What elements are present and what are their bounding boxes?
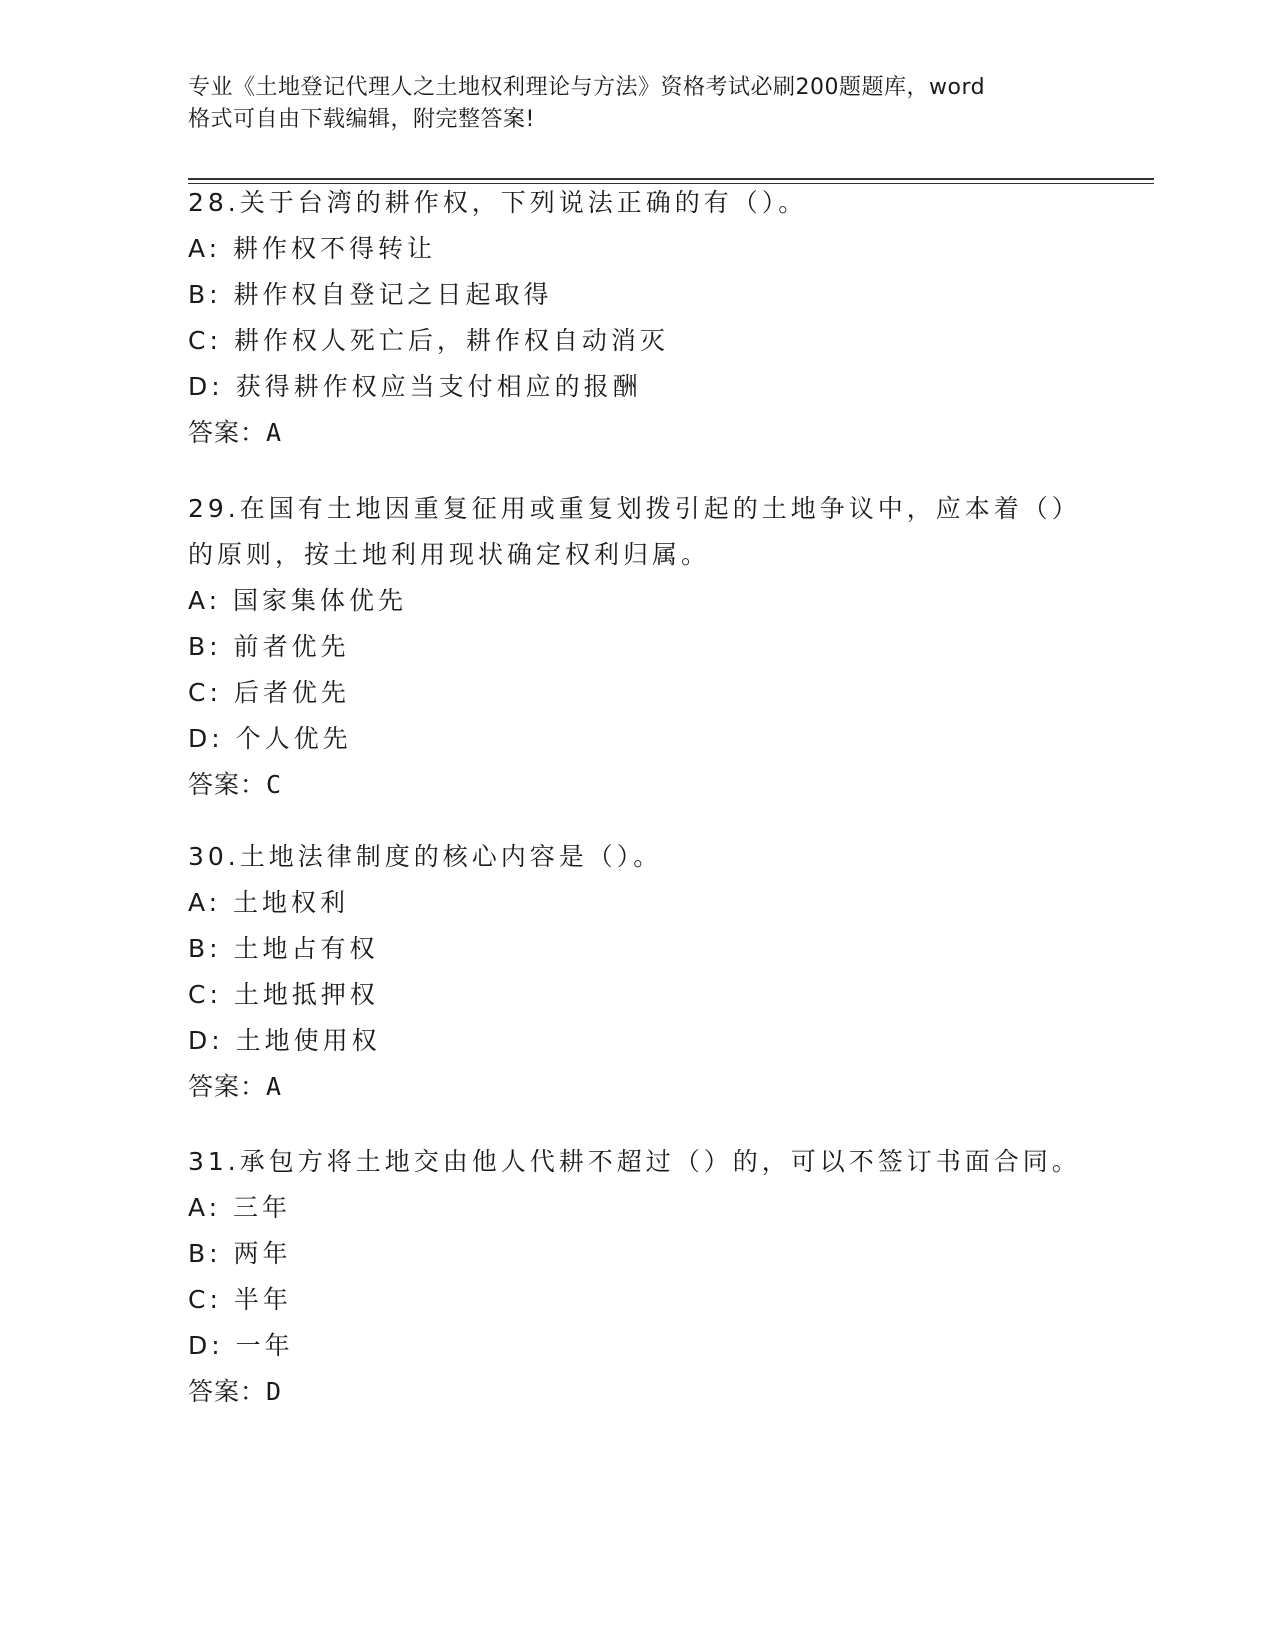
- option-a: A: 土地权利: [188, 888, 350, 917]
- option-d: D: 土地使用权: [188, 1026, 381, 1055]
- option-b: B: 土地占有权: [188, 934, 379, 963]
- answer-label: 答案：: [188, 418, 267, 447]
- option-b: B: 两年: [188, 1239, 292, 1268]
- option-c: C: 后者优先: [188, 678, 350, 707]
- header-line-1: 专业《土地登记代理人之土地权利理论与方法》资格考试必刷200题题库，word: [188, 75, 986, 100]
- answer-line: [188, 762, 1088, 808]
- answer-value: D: [266, 1377, 283, 1406]
- question-30: [188, 834, 1088, 1110]
- answer-label: 答案：: [188, 1377, 267, 1406]
- option-d: D: 一年: [188, 1331, 294, 1360]
- answer-label: 答案：: [188, 1072, 267, 1101]
- header-line-2: 格式可自由下载编辑，附完整答案!: [188, 107, 535, 132]
- document-header: [188, 72, 1068, 136]
- question-stem: 31.承包方将土地交由他人代耕不超过（）的，可以不签订书面合同。: [188, 1147, 1081, 1176]
- option-a: A: 耕作权不得转让: [188, 234, 437, 263]
- option-c: C: 耕作权人死亡后，耕作权自动消灭: [188, 326, 669, 355]
- question-stem-line-1: 29.在国有土地因重复征用或重复划拨引起的土地争议中，应本着（）: [188, 494, 1081, 523]
- option-b: B: 前者优先: [188, 632, 350, 661]
- option-d: D: 个人优先: [188, 724, 352, 753]
- answer-line: [188, 1369, 1088, 1415]
- answer-value: C: [266, 770, 283, 799]
- question-29: [188, 486, 1088, 808]
- answer-label: 答案：: [188, 770, 267, 799]
- question-stem: 30.土地法律制度的核心内容是（）。: [188, 842, 663, 871]
- question-stem: 28.关于台湾的耕作权，下列说法正确的有（）。: [188, 188, 808, 217]
- answer-value: A: [266, 1072, 283, 1101]
- answer-line: [188, 1064, 1088, 1110]
- answer-line: [188, 410, 1088, 456]
- option-b: B: 耕作权自登记之日起取得: [188, 280, 553, 309]
- option-a: A: 国家集体优先: [188, 586, 408, 615]
- option-c: C: 半年: [188, 1285, 292, 1314]
- option-a: A: 三年: [188, 1193, 292, 1222]
- question-31: [188, 1139, 1088, 1415]
- answer-value: A: [266, 418, 283, 447]
- question-stem-line-2: 的原则，按土地利用现状确定权利归属。: [188, 540, 711, 569]
- option-d: D: 获得耕作权应当支付相应的报酬: [188, 372, 642, 401]
- option-c: C: 土地抵押权: [188, 980, 379, 1009]
- question-28: [188, 180, 1088, 456]
